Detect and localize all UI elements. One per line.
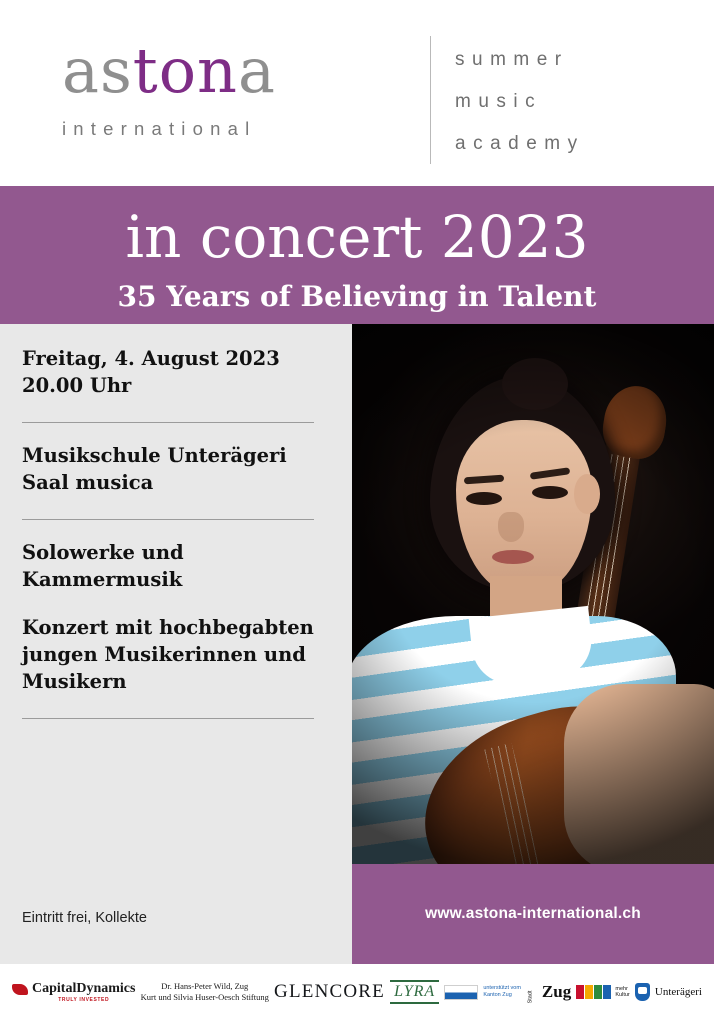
header-divider [430,36,431,164]
admission-note: Eintritt frei, Kollekte [22,910,147,926]
sponsor-footer [0,964,714,1020]
logo-text-ton: ton [132,34,238,107]
zug-flag-icon [444,985,478,1000]
info-column [0,324,352,964]
concert-subtitle: 35 Years of Believing in Talent [117,280,597,313]
venue-name: Musikschule Unterägeri [22,443,287,467]
astona-logo [62,34,412,140]
cellist-photo [352,324,714,864]
sponsor-unteraegeri [635,983,702,1001]
logo-text-a: a [237,34,276,107]
logo-subtitle: international [62,118,257,139]
sponsor-kanton-zug [444,985,521,1000]
musician-hair-bun [502,358,568,410]
poster-header [0,0,714,186]
title-band [0,186,714,324]
zug-label: Zug [541,982,572,1002]
sponsor-stadt-zug [526,982,572,1004]
stadt-label: Stadt [527,990,534,1004]
concert-note-line2: jungen Musikerinnen und [22,643,306,667]
website-band [352,864,714,964]
wild-line-1: Dr. Hans-Peter Wild, Zug [161,980,249,991]
logo-text-as: as [62,34,133,107]
kultur-marks-icon [576,985,611,999]
concert-title: in concert 2023 [125,203,589,271]
glencore-wordmark: GLENCORE [274,981,385,1002]
divider-1 [22,422,314,423]
kultur-line-1: mehr [615,985,628,992]
concert-note-line1: Konzert mit hochbegabten [22,616,314,640]
capital-dynamics-name: CapitalDynamics [32,980,136,996]
unteraegeri-label: Unterägeri [654,986,702,998]
musician-ear [574,474,600,514]
sponsor-glencore [274,981,385,1003]
musician-arm [564,684,714,864]
divider-3 [22,718,314,719]
musician-eye-left [466,492,502,505]
unteraegeri-crest-icon [635,983,650,1001]
academy-line-summer: summer [455,49,569,70]
event-time: 20.00 Uhr [22,373,132,397]
musician-nose [498,512,524,542]
lyra-wordmark: LYRA [390,980,439,1004]
kultur-line-2: Kultur [615,992,630,998]
sponsor-mehr-kultur [576,985,629,999]
website-url[interactable]: www.astona-international.ch [425,905,641,922]
event-date: Freitag, 4. August 2023 [22,347,280,370]
logo-wordmark [62,34,412,107]
divider-2 [22,519,314,520]
sponsor-wild-foundation [141,981,269,1004]
kanton-support-line-1: unterstützt vom [483,985,521,992]
kanton-support-line-2: Kanton Zug [483,992,512,998]
academy-title [455,50,705,176]
wild-line-2: Kurt und Silvia Huser-Oesch Stiftung [140,992,269,1002]
musician-mouth [492,550,534,564]
capital-dynamics-tagline: TRULY INVESTED [58,996,110,1003]
venue-hall: Saal musica [22,470,154,494]
sponsor-capital-dynamics [12,982,135,1003]
concert-note-line3: Musikern [22,670,127,694]
academy-line-music: music [455,91,543,112]
academy-line-academy: academy [455,133,585,154]
sponsor-lyra [390,980,439,1004]
program-description: Solowerke und Kammermusik [22,540,184,591]
musician-eye-right [532,486,568,499]
